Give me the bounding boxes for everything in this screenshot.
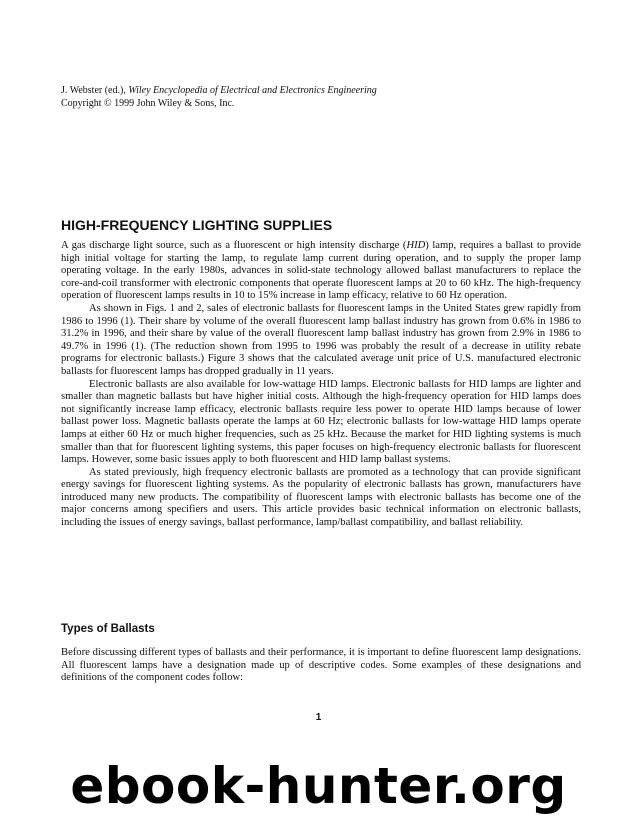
citation-book-title: Wiley Encyclopedia of Electrical and Electronics Engineering	[128, 85, 377, 96]
paragraph-1-start: A gas discharge light source, such as a fluorescent or high intensity discharge (	[61, 240, 407, 251]
paragraph-2: As shown in Figs. 1 and 2, sales of electronic ballasts for fluorescent lamps in the United States grew rapidly from 1986 to 1996 (1). Their share by volume of the overall fluorescent lamp ballast industry has grown from 0.6% in 1986 to 31.2% in 1996, and their share by value of the overall fluorescent lamp ballast industry has grown from 2.9% in 1986 to 49.7% in 1996 (1). (The reduction shown from 1995 to 1996 was probably the result of a decrease in utility rebate programs for electronic ballasts.) Figure 3 shows that the calculated average unit price of U.S. manufactured electronic ballasts for fluorescent lamps has dropped gradually in 11 years.	[61, 302, 581, 377]
hid-term: HID	[406, 240, 426, 251]
paragraph-1-end: ) lamp, requires a ballast to provide high initial voltage for starting the lamp, to regulate lamp current during operation, and to supply the proper lamp operating voltage. In the early 1980s, advances in solid-state technology allowed ballast manufacturers to replace the core-and-coil transformer with electronic components that operate fluorescent lamps at 20 to 60 kHz. The high-frequency operation of fluorescent lamps results in 10 to 15% increase in lamp efficacy, relative to 60 Hz operation.	[61, 240, 581, 302]
citation-header	[61, 84, 581, 110]
copyright-line: Copyright © 1999 John Wiley & Sons, Inc.	[61, 98, 235, 109]
watermark-logo: ebook-hunter.org	[70, 757, 567, 815]
article-title: HIGH-FREQUENCY LIGHTING SUPPLIES	[61, 217, 333, 233]
citation-line	[61, 84, 581, 97]
paragraph-4: As stated previously, high frequency electronic ballasts are promoted as a technology that can provide significant energy savings for fluorescent lighting systems. As the popularity of electronic ballasts has grown, manufacturers have introduced many new products. The compatibility of fluorescent lamps with electronic ballasts has become one of the major concerns among specifiers and users. This article provides basic technical information on electronic ballasts, including the issues of energy savings, ballast performance, lamp/ballast compatibility, and ballast reliability.	[61, 466, 581, 529]
paragraph-3: Electronic ballasts are also available for low-wattage HID lamps. Electronic ballasts for HID lamps are lighter and smaller than magnetic ballasts but have higher initial costs. Although the high-frequency operation for HID lamps does not significantly increase lamp efficacy, electronic ballasts require less power to operate HID lamps because of lower ballast power loss. Magnetic ballasts operate the lamps at 60 Hz; electronic ballasts for low-wattage HID lamps operate lamps at either 60 Hz or much higher frequencies, such as 25 kHz. Because the market for HID lighting systems is much smaller than that for fluorescent lighting systems, this paper focuses on high-frequency electronic ballasts for fluorescent lamps. However, some basic issues apply to both fluorescent and HID lamp ballast systems.	[61, 378, 581, 466]
article-body	[61, 240, 581, 530]
section-body	[61, 647, 581, 685]
page-number: 1	[315, 712, 322, 723]
paragraph-1	[61, 240, 581, 303]
citation-author: J. Webster (ed.),	[61, 85, 129, 96]
section-paragraph: Before discussing different types of ballasts and their performance, it is important to define fluorescent lamp designations. All fluorescent lamps have a designation made up of descriptive codes. Some examples of these designations and definitions of the component codes follow:	[61, 647, 581, 684]
section-heading: Types of Ballasts	[61, 623, 155, 635]
